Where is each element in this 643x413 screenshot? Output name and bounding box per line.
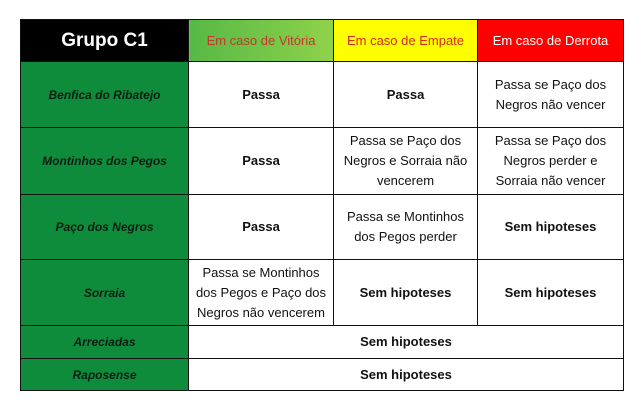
outcome-draw: Sem hipoteses: [334, 260, 478, 326]
outcome-victory: Passa: [189, 128, 334, 195]
header-victory: Em caso de Vitória: [189, 20, 334, 62]
outcome-defeat: Passa se Paço dos Negros perder e Sorraia não vencer: [478, 128, 624, 195]
table-row: [21, 359, 624, 391]
table-row: [21, 195, 624, 260]
outcome-defeat: Sem hipoteses: [478, 260, 624, 326]
header-defeat: Em caso de Derrota: [478, 20, 624, 62]
outcome-victory: Passa: [189, 195, 334, 260]
team-name: Sorraia: [21, 260, 189, 326]
header-draw: Em caso de Empate: [334, 20, 478, 62]
team-name: Arreciadas: [21, 326, 189, 359]
outcome-defeat: Sem hipoteses: [478, 195, 624, 260]
outcome-draw: Passa se Paço dos Negros e Sorraia não vencerem: [334, 128, 478, 195]
team-name: Benfica do Ribatejo: [21, 62, 189, 128]
outcome-victory: Passa: [189, 62, 334, 128]
team-name: Montinhos dos Pegos: [21, 128, 189, 195]
outcome-draw: Passa se Montinhos dos Pegos perder: [334, 195, 478, 260]
outcome-all: Sem hipoteses: [189, 326, 624, 359]
outcome-defeat: Passa se Paço dos Negros não vencer: [478, 62, 624, 128]
header-row: [21, 20, 624, 62]
table-row: [21, 128, 624, 195]
team-name: Raposense: [21, 359, 189, 391]
team-name: Paço dos Negros: [21, 195, 189, 260]
outcome-all: Sem hipoteses: [189, 359, 624, 391]
outcome-victory: Passa se Montinhos dos Pegos e Paço dos Negros não vencerem: [189, 260, 334, 326]
group-title: Grupo C1: [21, 20, 189, 62]
table-row: [21, 260, 624, 326]
table-row: [21, 326, 624, 359]
outcome-draw: Passa: [334, 62, 478, 128]
table-row: [21, 62, 624, 128]
group-c1-table: [20, 19, 624, 391]
